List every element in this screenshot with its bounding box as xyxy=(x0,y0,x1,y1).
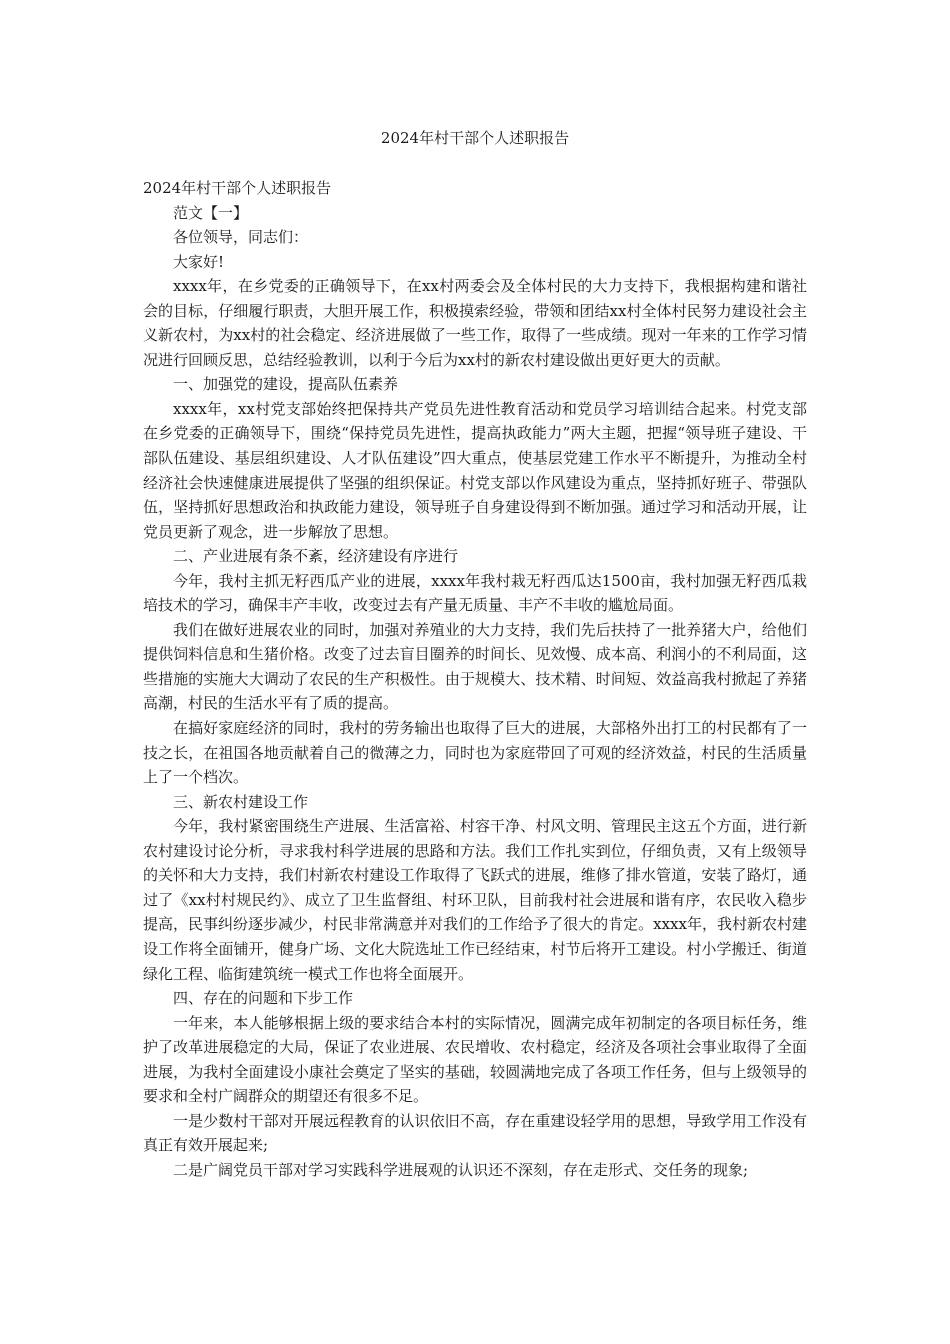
body-paragraph: 今年，我村主抓无籽西瓜产业的进展，xxxx年我村栽无籽西瓜达1500亩，我村加强无籽西瓜栽培技术的学习，确保丰产丰收，改变过去有产量无质量、丰产不丰收的尴尬局面。 xyxy=(143,571,807,615)
body-paragraph: 三、新农村建设工作 xyxy=(173,792,309,811)
body-paragraph: 大家好! xyxy=(173,252,225,271)
body-paragraph: xxxx年，在乡党委的正确领导下，在xx村两委会及全体村民的大力支持下，我根据构建和谐社会的目标，仔细履行职责，大胆开展工作，积极摸索经验，带领和团结xx村全体村民努力建设社会主义新农村，为xx村的社会稳定、经济进展做了一些工作，取得了一些成绩。现对一年来的工作学习情况进行回顾反思，总结经验教训，以利于今后为xx村的新农村建设做出更好更大的贡献。 xyxy=(143,277,807,369)
body-paragraph: 二是广阔党员干部对学习实践科学进展观的认识还不深刻，存在走形式、交任务的现象; xyxy=(173,1160,749,1179)
body-paragraph: 我们在做好进展农业的同时，加强对养殖业的大力支持，我们先后扶持了一批养猪大户，给他们提供饲料信息和生猪价格。改变了过去盲目圈养的时间长、见效慢、成本高、利润小的不利局面，这些措施的实施大大调动了农民的生产积极性。由于规模大、技术精、时间短、效益高我村掀起了养猪高潮，村民的生活水平有了质的提高。 xyxy=(143,620,807,713)
document-body xyxy=(143,176,807,1182)
body-paragraph: 2024年村干部个人述职报告 xyxy=(143,179,332,197)
body-paragraph: 范文【一】 xyxy=(173,203,249,222)
body-paragraph: 各位领导，同志们： xyxy=(173,228,309,247)
body-paragraph: 今年，我村紧密围绕生产进展、生活富裕、村容干净、村风文明、管理民主这五个方面，进行新农村建设讨论分析，寻求我村科学进展的思路和方法。我们工作扎实到位，仔细负责，又有上级领导的关怀和大力支持，我们村新农村建设工作取得了飞跃式的进展，维修了排水管道，安装了路灯，通过了《xx村村规民约》、成立了卫生监督组、村环卫队，目前我村社会进展和谐有序，农民收入稳步提高，民事纠纷逐步减少，村民非常满意并对我们的工作给予了很大的肯定。xxxx年，我村新农村建设工作将全面铺开，健身广场、文化大院选址工作已经结束，村节后将开工建设。村小学搬迁、街道绿化工程、临街建筑统一模式工作也将全面展开。 xyxy=(143,817,807,983)
document-title: 2024年村干部个人述职报告 xyxy=(380,129,570,147)
body-paragraph: 一是少数村干部对开展远程教育的认识依旧不高，存在重建设轻学用的思想，导致学用工作没有真正有效开展起来; xyxy=(143,1111,807,1155)
body-paragraph: 二、产业进展有条不紊，经济建设有序进行 xyxy=(173,547,459,566)
body-paragraph: 在搞好家庭经济的同时，我村的劳务输出也取得了巨大的进展，大部格外出打工的村民都有了一技之长，在祖国各地贡献着自己的微薄之力，同时也为家庭带回了可观的经济效益，村民的生活质量上了一个档次。 xyxy=(143,719,807,787)
body-paragraph: 四、存在的问题和下步工作 xyxy=(173,989,354,1008)
body-paragraph: 一、加强党的建设，提高队伍素养 xyxy=(173,375,399,394)
body-paragraph: xxxx年，xx村党支部始终把保持共产党员先进性教育活动和党员学习培训结合起来。村党支部在乡党委的正确领导下，围绕“保持党员先进性，提高执政能力”两大主题，把握“领导班子建设、干部队伍建设、基层组织建设、人才队伍建设”四大重点，使基层党建工作水平不断提升，为推动全村经济社会快速健康进展提供了坚强的组织保证。村党支部以作风建设为重点，坚持抓好班子、带强队伍，坚持抓好思想政治和执政能力建设，领导班子自身建设得到不断加强。通过学习和活动开展，让党员更新了观念，进一步解放了思想。 xyxy=(143,399,807,541)
body-paragraph: 一年来，本人能够根据上级的要求结合本村的实际情况，圆满完成年初制定的各项目标任务，维护了改革进展稳定的大局，保证了农业进展、农民增收、农村稳定，经济及各项社会事业取得了全面进展，为我村全面建设小康社会奠定了坚实的基础，较圆满地完成了各项工作任务，但与上级领导的要求和全村广阔群众的期望还有很多不足。 xyxy=(143,1013,807,1106)
